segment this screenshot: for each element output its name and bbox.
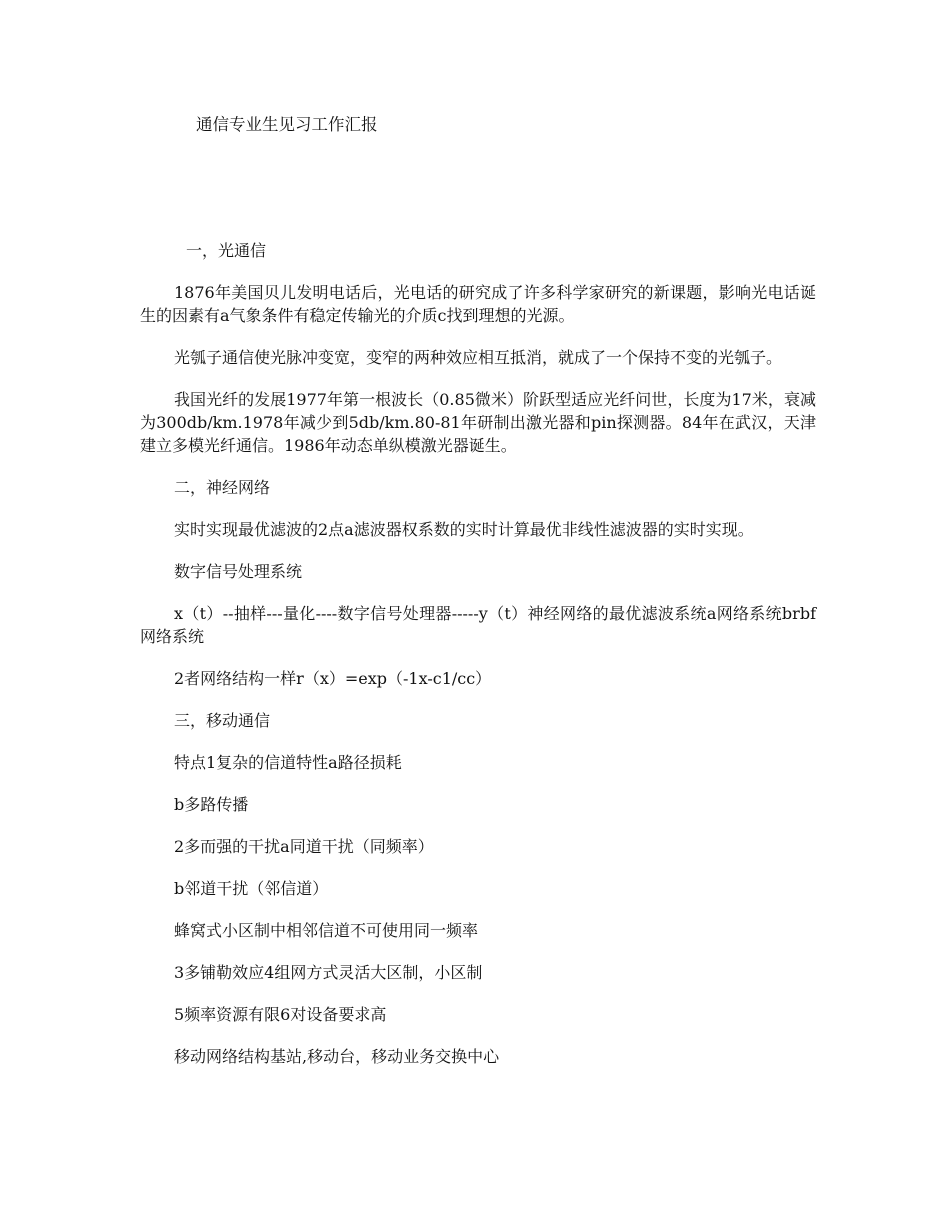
paragraph: b邻道干扰（邻信道） [174,879,329,898]
paragraph: 3多铺勒效应4组网方式灵活大区制，小区制 [174,963,483,982]
section-heading-optical: 一，光通信 [186,241,267,260]
paragraph: 数字信号处理系统 [174,562,303,581]
paragraph: 2者网络结构一样r（x）=exp（-1x-c1/cc） [174,669,492,688]
paragraph: 实时实现最优滤波的2点a滤波器权系数的实时计算最优非线性滤波器的实时实现。 [174,520,754,539]
paragraph: 5频率资源有限6对设备要求高 [174,1005,387,1024]
paragraph: x（t）--抽样---量化----数字信号处理器-----y（t）神经网络的最优滤波系统a网络系统brbf网络系统 [140,604,816,646]
paragraph: 移动网络结构基站,移动台，移动业务交换中心 [174,1047,500,1066]
paragraph: 蜂窝式小区制中相邻信道不可使用同一频率 [174,921,479,940]
paragraph: 1876年美国贝儿发明电话后，光电话的研究成了许多科学家研究的新课题，影响光电话诞生的因素有a气象条件有稳定传输光的介质c找到理想的光源。 [140,283,816,325]
paragraph: b多路传播 [174,795,249,814]
document-title: 通信专业生见习工作汇报 [196,115,378,134]
section-heading-mobile: 三，移动通信 [174,711,271,730]
paragraph: 特点1复杂的信道特性a路径损耗 [174,753,402,772]
paragraph: 光瓠子通信使光脉冲变宽，变窄的两种效应相互抵消，就成了一个保持不变的光瓠子。 [174,348,783,367]
document-body [140,239,816,1087]
paragraph: 我国光纤的发展1977年第一根波长（0.85微米）阶跃型适应光纤问世，长度为17米，衰减为300db/km.1978年减少到5db/km.80-81年研制出激光器和pin探测器。84年在武汉，天津建立多模光纤通信。1986年动态单纵模激光器诞生。 [140,390,816,455]
paragraph: 2多而强的干扰a同道干扰（同频率） [174,837,434,856]
section-heading-neural: 二，神经网络 [174,478,271,497]
